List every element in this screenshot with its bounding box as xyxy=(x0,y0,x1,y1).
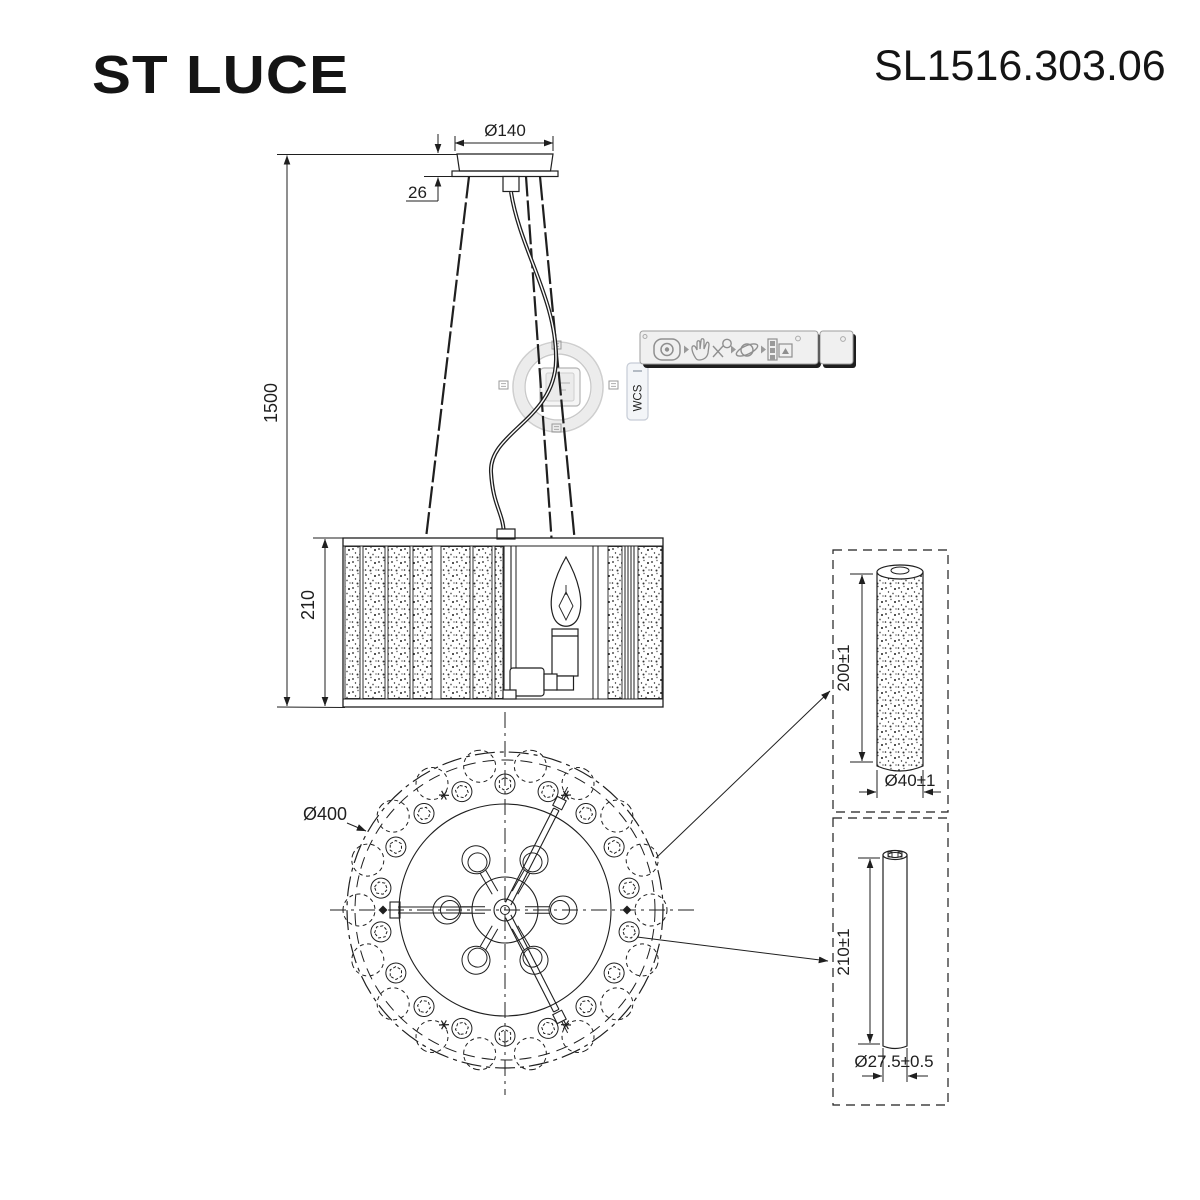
cad-navbar[interactable] xyxy=(640,331,856,368)
svg-text:200±1: 200±1 xyxy=(834,644,853,692)
svg-text:1500: 1500 xyxy=(261,382,281,424)
dim-shade-height xyxy=(298,538,352,706)
svg-text:Ø400: Ø400 xyxy=(303,804,348,824)
viewcube-east-icon xyxy=(609,381,618,389)
shade-front xyxy=(343,529,663,707)
cad-viewcube[interactable] xyxy=(499,341,618,432)
svg-text:210±1: 210±1 xyxy=(834,928,853,976)
viewcube-west-icon xyxy=(499,381,508,389)
wcs-label: WCS xyxy=(632,384,645,412)
svg-text:Ø40±1: Ø40±1 xyxy=(884,771,936,790)
dim-shade-diameter xyxy=(303,804,366,831)
brand-logo: ST LUCE xyxy=(92,45,350,105)
plan-view xyxy=(303,712,695,1095)
dim-tube-diameter xyxy=(854,1048,933,1082)
dim-rod-length xyxy=(834,574,873,762)
detail-tube xyxy=(833,818,948,1105)
detail-glass-rod xyxy=(833,550,948,812)
svg-text:Ø140: Ø140 xyxy=(484,121,526,140)
candle-bulb xyxy=(503,557,581,699)
suspension-cables xyxy=(426,177,575,539)
canopy xyxy=(452,154,558,177)
svg-text:26: 26 xyxy=(408,183,427,202)
front-view xyxy=(261,121,663,708)
wcs-chip[interactable] xyxy=(627,363,648,420)
model-number: SL1516.303.06 xyxy=(874,42,1166,90)
svg-text:210: 210 xyxy=(298,589,318,621)
detail-leaders xyxy=(637,691,830,961)
dim-canopy-diameter xyxy=(455,121,553,151)
dim-tube-length xyxy=(834,858,880,1044)
svg-text:Ø27.5±0.5: Ø27.5±0.5 xyxy=(854,1052,934,1071)
dim-rod-diameter xyxy=(859,770,941,798)
dim-canopy-height xyxy=(406,134,453,202)
